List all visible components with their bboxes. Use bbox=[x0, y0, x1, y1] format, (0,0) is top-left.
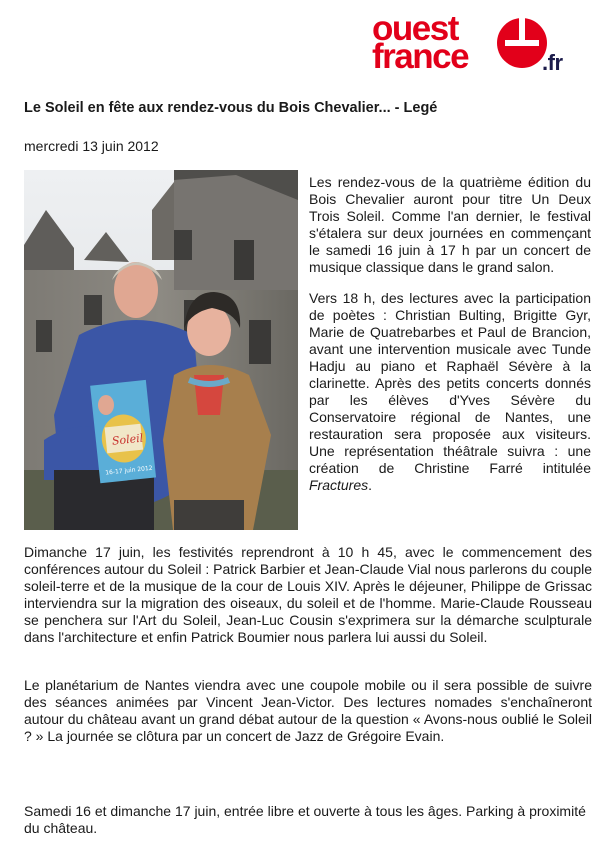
logo-tld: .fr bbox=[542, 50, 563, 75]
castle-couple-photo bbox=[24, 170, 298, 530]
svg-text:Soleil: Soleil bbox=[111, 431, 144, 448]
article-photo bbox=[24, 170, 298, 530]
paragraph-program-end: . bbox=[368, 477, 373, 493]
paragraph-program-text: Vers 18 h, des lectures avec la participation de poètes : Christian Bulting, Brigitte Gyr, Marie de Quatrebarbes et Paul de Brancion, avant une intervention musicale avec Tunde Hadju au piano et Raphaël Sévère à la clarinette. Après des petits concerts donnés par les élèves d'Yves Sévère du Conservatoire régional de Nantes, une restauration sera proposée aux visiteurs. Une représentation théâtrale suivra : une création de Christine Farré intitulée bbox=[309, 290, 591, 476]
logo-word-france: france bbox=[372, 37, 469, 76]
paragraph-planetarium: Le planétarium de Nantes viendra avec une coupole mobile ou il sera possible de suivre des séances animées par Vincent Jean-Victor. Des lectures nomades s'enchaîneront autour du château avant un grand débat autour de la question « Avons-nous oublié le Soleil ? » La journée se clôtura par un concert de Jazz de Grégoire Evain. bbox=[24, 677, 592, 744]
paragraph-intro: Les rendez-vous de la quatrième édition du Bois Chevalier auront pour titre Un Deux Trois Soleil. Comme l'an dernier, le festival s'étalera sur deux journées en commençant le samedi 16 juin à 17 h par un concert de musique classique dans le grand salon. bbox=[309, 174, 591, 275]
paragraph-sunday: Dimanche 17 juin, les festivités reprendront à 10 h 45, avec le commencement des conférences autour du Soleil : Patrick Barbier et Jean-Claude Vial nous parlerons du couple soleil-terre et de la musique de la cour de Louis XIV. Après le déjeuner, Philippe de Grissac interviendra sur la migration des oiseaux, du soleil et de l'homme. Marie-Claude Rousseau se penchera sur l'Art du Soleil, Jean-Luc Cousin s'exprimera sur la démarche sculpturale dans l'architecture et enfin Patrick Boumier nous parlera lui aussi du Soleil. bbox=[24, 544, 592, 645]
paragraph-program bbox=[309, 290, 591, 494]
svg-text:16-17 juin 2012: 16-17 juin 2012 bbox=[104, 464, 153, 477]
paragraph-practical-info: Samedi 16 et dimanche 17 juin, entrée libre et ouverte à tous les âges. Parking à proximité du château. bbox=[24, 803, 586, 836]
ouest-france-logo[interactable] bbox=[372, 9, 582, 78]
article-date: mercredi 13 juin 2012 bbox=[24, 138, 159, 154]
logo-word-ouest: ouest bbox=[372, 9, 458, 48]
play-title: Fractures bbox=[309, 477, 369, 493]
article-title: Le Soleil en fête aux rendez-vous du Bois Chevalier... - Legé bbox=[24, 100, 438, 116]
article-side-column bbox=[309, 174, 591, 508]
logo-circle-icon bbox=[497, 18, 547, 68]
